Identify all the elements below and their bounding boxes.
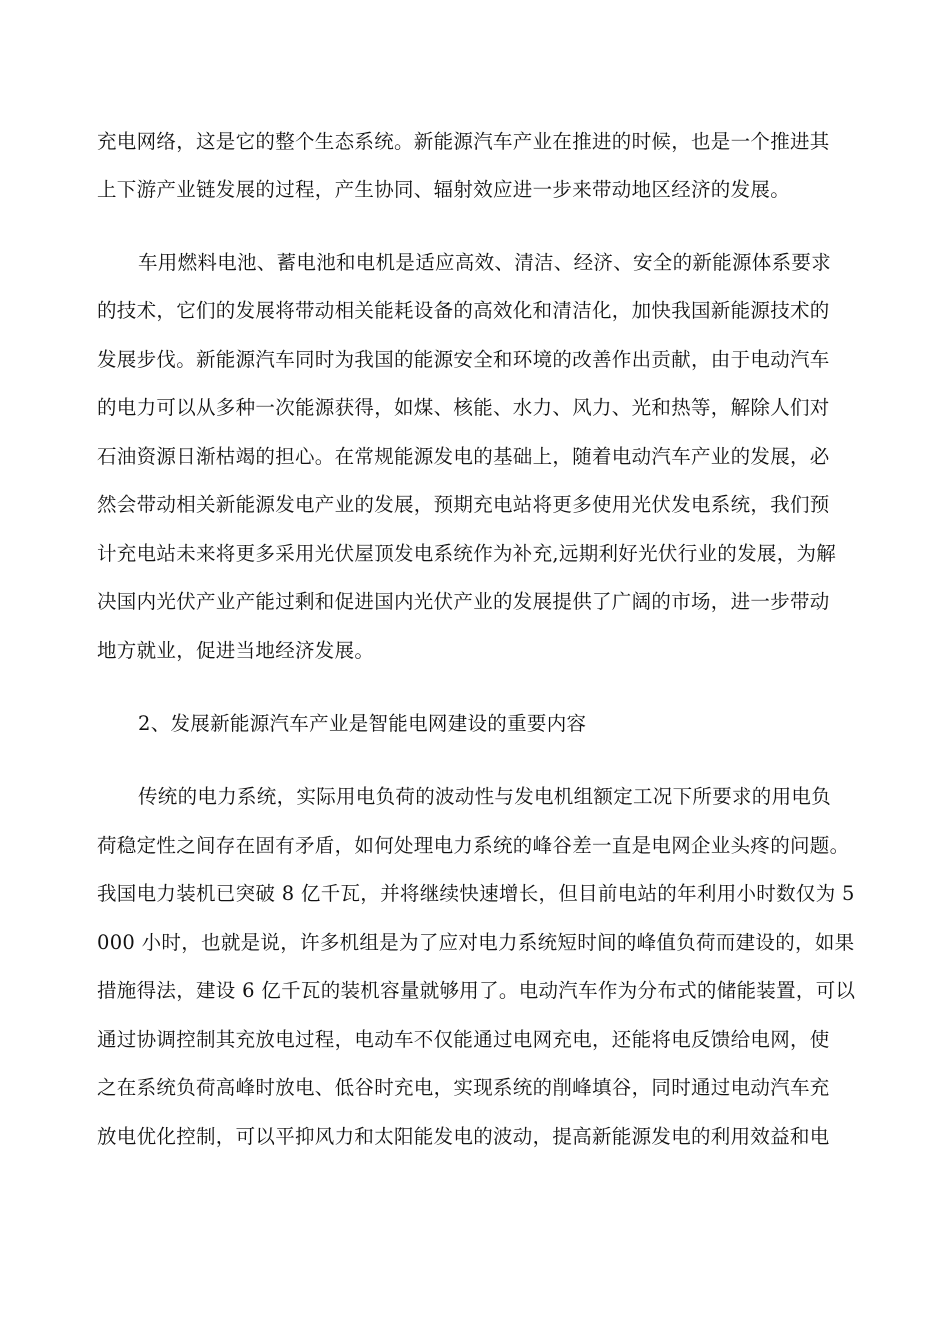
p3-line-5: 措施得法，建设 6 亿千瓦的装机容量就够用了。电动汽车作为分布式的储能装置，可以 xyxy=(97,979,856,1002)
p3-line-4: 000 小时，也就是说，许多机组是为了应对电力系统短时间的峰值负荷而建设的，如果 xyxy=(97,931,855,954)
p3-line-7: 之在系统负荷高峰时放电、低谷时充电，实现系统的削峰填谷，同时通过电动汽车充 xyxy=(97,1076,830,1099)
p2-line-3: 发展步伐。新能源汽车同时为我国的能源安全和环境的改善作出贡献，由于电动汽车 xyxy=(97,348,830,371)
p3-line-6: 通过协调控制其充放电过程，电动车不仅能通过电网充电，还能将电反馈给电网，使 xyxy=(97,1028,830,1051)
section-heading: 2、发展新能源汽车产业是智能电网建设的重要内容 xyxy=(138,712,587,735)
p2-line-7: 计充电站未来将更多采用光伏屋顶发电系统作为补充,远期利好光伏行业的发展，为解 xyxy=(97,542,837,565)
p1-line-1: 充电网络，这是它的整个生态系统。新能源汽车产业在推进的时候，也是一个推进其 xyxy=(97,130,830,153)
p2-line-6: 然会带动相关新能源发电产业的发展，预期充电站将更多使用光伏发电系统，我们预 xyxy=(97,493,830,516)
p3-line-8: 放电优化控制，可以平抑风力和太阳能发电的波动，提高新能源发电的利用效益和电 xyxy=(97,1125,830,1148)
p2-line-8: 决国内光伏产业产能过剩和促进国内光伏产业的发展提供了广阔的市场，进一步带动 xyxy=(97,590,830,613)
p2-line-9: 地方就业，促进当地经济发展。 xyxy=(97,639,375,662)
p3-line-2: 荷稳定性之间存在固有矛盾，如何处理电力系统的峰谷差一直是电网企业头疼的问题。 xyxy=(97,834,850,857)
p2-line-4: 的电力可以从多种一次能源获得，如煤、核能、水力、风力、光和热等，解除人们对 xyxy=(97,396,830,419)
p3-line-1: 传统的电力系统，实际用电负荷的波动性与发电机组额定工况下所要求的用电负 xyxy=(138,785,832,808)
p3-line-3: 我国电力装机已突破 8 亿千瓦，并将继续快速增长，但目前电站的年利用小时数仅为 5 xyxy=(97,882,855,905)
p1-line-2: 上下游产业链发展的过程，产生协同、辐射效应进一步来带动地区经济的发展。 xyxy=(97,178,791,201)
p2-line-5: 石油资源日渐枯竭的担心。在常规能源发电的基础上，随着电动汽车产业的发展，必 xyxy=(97,445,830,468)
p2-line-1: 车用燃料电池、蓄电池和电机是适应高效、清洁、经济、安全的新能源体系要求 xyxy=(138,251,832,274)
p2-line-2: 的技术，它们的发展将带动相关能耗设备的高效化和清洁化，加快我国新能源技术的 xyxy=(97,299,830,322)
